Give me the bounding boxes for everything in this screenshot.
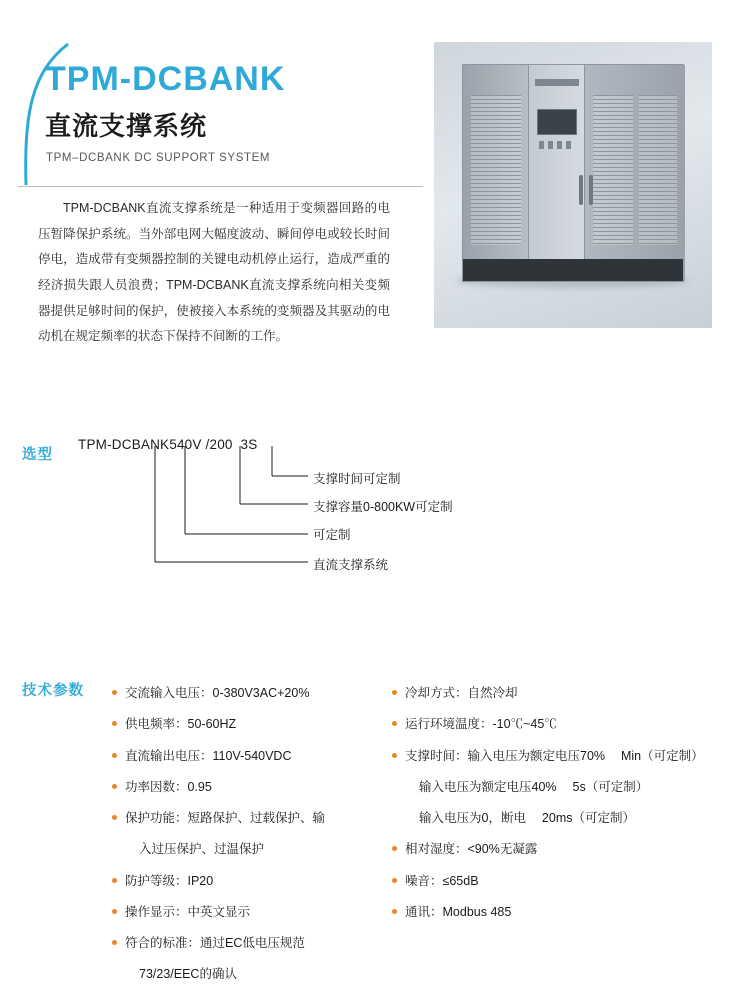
- spec-item: 直流输出电压：110V-540VDC: [112, 743, 382, 769]
- section-label-specs: 技术参数: [22, 683, 84, 699]
- spec-item: 运行环境温度：-10℃~45℃: [392, 711, 722, 737]
- cabinet-buttons: [539, 141, 575, 149]
- cabinet-vent-right: [639, 95, 677, 245]
- cabinet-handle-right: [589, 175, 593, 205]
- specs-column-right: [392, 680, 722, 930]
- cabinet-vent-left: [471, 95, 521, 245]
- spec-item: 功率因数：0.95: [112, 774, 382, 800]
- spec-item-continuation: 输入电压为额定电压40% 5s（可定制）: [419, 779, 649, 794]
- model-code-text: TPM-DCBANK540V /200 3S: [78, 437, 258, 452]
- model-callout-3: 直流支撑系统: [313, 558, 389, 572]
- spec-item: 保护功能：短路保护、过载保护、输: [112, 805, 382, 831]
- header-divider: [18, 186, 423, 187]
- spec-item-continuation: 入过压保护、过温保护: [139, 842, 265, 857]
- spec-item: 符合的标准：通过EC低电压规范: [112, 930, 382, 956]
- intro-paragraph-block: [38, 196, 390, 350]
- model-leader-lines: [0, 430, 746, 600]
- spec-item: 冷却方式：自然冷却: [392, 680, 722, 706]
- spec-item: 相对湿度：<90%无凝露: [392, 836, 722, 862]
- cabinet-handle-left: [579, 175, 583, 205]
- model-callout-1: 支撑容量0-800KW可定制: [313, 500, 453, 514]
- intro-paragraph: TPM-DCBANK直流支撑系统是一种适用于变频器回路的电压暂降保护系统。当外部电网大幅度波动、瞬间停电或较长时间停电，造成带有变频器控制的关键电动机停止运行，造成严重的经济损失跟人员浪费；TPM-DCBANK直流支撑系统向相关变频器提供足够时间的保护，使被接入本系统的变频器及其驱动的电动机在规定频率的状态下保持不间断的工作。: [38, 201, 390, 344]
- spec-item: 防护等级：IP20: [112, 868, 382, 894]
- spec-item: 供电频率：50-60HZ: [112, 711, 382, 737]
- product-photo: [434, 42, 712, 328]
- model-callout-0: 支撑时间可定制: [313, 472, 401, 486]
- cabinet-vent-mid-right: [593, 95, 633, 245]
- spec-item: 操作显示：中英文显示: [112, 899, 382, 925]
- page-subtitle-en: TPM–DCBANK DC SUPPORT SYSTEM: [46, 151, 271, 164]
- specs-column-left: [112, 680, 382, 993]
- spec-item: 交流输入电压：0-380V3AC+20%: [112, 680, 382, 706]
- cabinet-brand-strip: [535, 79, 579, 86]
- title-block: [45, 62, 425, 164]
- cabinet-base: [463, 259, 683, 281]
- spec-item: 通讯：Modbus 485: [392, 899, 722, 925]
- model-callout-2: 可定制: [313, 528, 351, 542]
- spec-item-continuation: 73/23/EEC的确认: [139, 967, 237, 982]
- section-label-model: 选型: [22, 447, 53, 463]
- page-title: TPM-DCBANK: [45, 60, 286, 98]
- page-subtitle-cn: 直流支撑系统: [45, 110, 208, 141]
- spec-item-continuation: 输入电压为0，断电 20ms（可定制）: [419, 811, 635, 825]
- spec-item: 支撑时间：输入电压为额定电压70% Min（可定制）: [392, 743, 722, 769]
- cabinet-display-screen: [537, 109, 577, 135]
- cabinet-control-panel: [529, 65, 585, 281]
- cabinet-illustration: [462, 64, 684, 282]
- spec-item: 噪音：≤65dB: [392, 868, 722, 894]
